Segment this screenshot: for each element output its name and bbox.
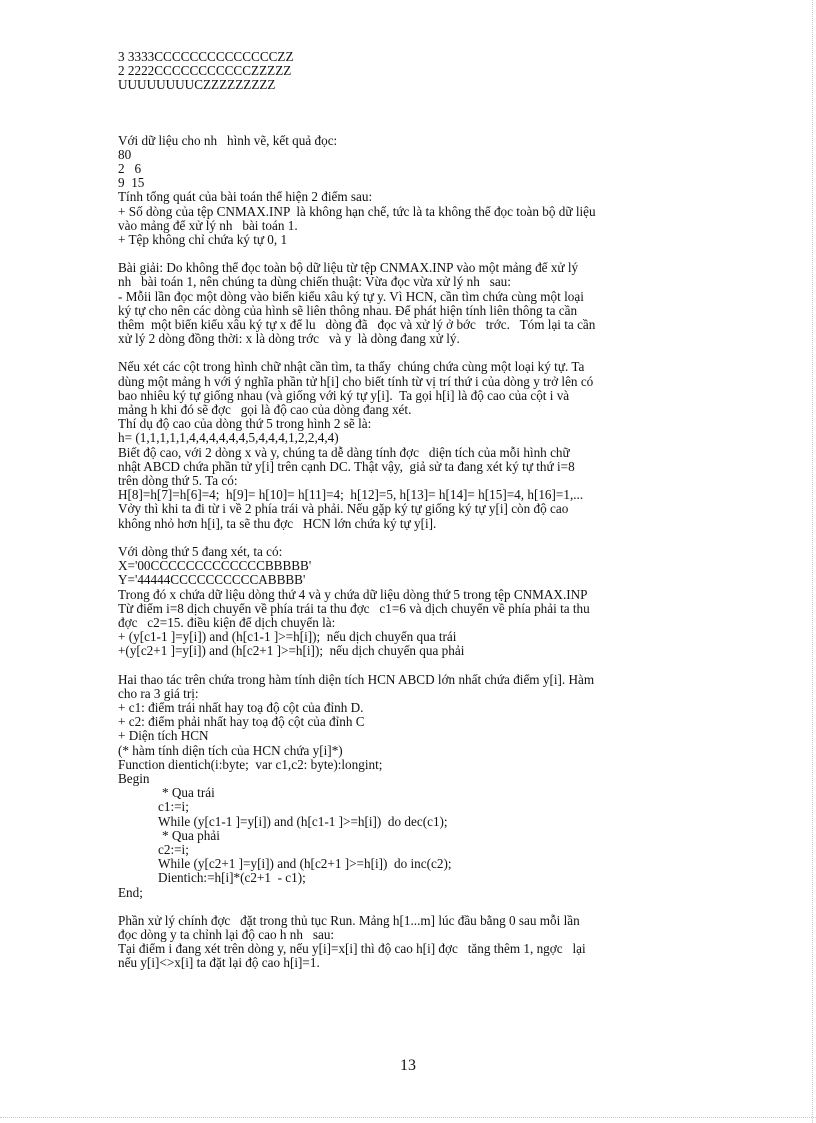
text-line: +(y[c2+1 ]=y[i]) and (h[c2+1 ]>=h[i]); nếu dịch chuyển qua phải [118,643,465,659]
text-line: 9 15 [118,175,145,191]
text-line: Biết độ cao, với 2 dòng x và y, chúng ta dễ dàng tính đợc diện tích của mỗi hình chữ [118,444,570,460]
grid-line: UUUUUUUUCZZZZZZZZZ [118,77,276,93]
grid-line: 3 3333CCCCCCCCCCCCCCZZ [118,49,294,64]
code-line: Begin [118,770,150,786]
text-line: ký tự cho nên các dòng của hình sẽ liên thông nhau. Để phát hiện tính liên thông ta cần [118,302,578,318]
text-line: Với dữ liệu cho nh hình vẽ, kết quả đọc: [118,132,338,148]
text-line: 80 [118,146,132,162]
text-line: Hai thao tác trên chứa trong hàm tính diện tích HCN ABCD lớn nhất chứa điểm y[i]. Hàm [118,671,595,687]
text-line: Vởy thì khi ta đi từ i về 2 phía trái và phải. Nếu gặp ký tự giống ký tự y[i] còn độ cao [118,501,569,517]
text-line: 2 6 [118,161,142,177]
page-right-border [812,0,813,1123]
code-line: * Qua phải [162,827,220,843]
page-number: 13 [400,1057,416,1074]
text-line: trên dòng thứ 5. Ta có: [118,473,238,489]
document-body [118,50,703,971]
text-line: + Số dòng của tệp CNMAX.INP là không hạn chế, tức là ta không thể đọc toàn bộ dữ liệu [118,203,596,219]
code-line: End; [118,884,143,900]
code-line: While (y[c1-1 ]=y[i]) and (h[c1-1 ]>=h[i]) do dec(c1); [158,813,448,829]
text-line: Phần xử lý chính đợc đặt trong thủ tục Run. Mảng h[1...m] lúc đầu bằng 0 sau mỗi lần [118,912,580,928]
text-line: dùng một mảng h với ý nghĩa phần tử h[i] cho biết tính từ vị trí thứ i của dòng y trở lên có [118,373,594,389]
text-line: + Diện tích HCN [118,728,209,744]
text-line: (* hàm tính diện tích của HCN chứa y[i]*) [118,742,343,758]
text-line: nh bài toán 1, nên chúng ta dùng chiến thuật: Vừa đọc vừa xử lý nh sau: [118,274,511,290]
text-line: nhật ABCD chứa phần tử y[i] trên cạnh DC. Thật vậy, giả sử ta đang xét ký tự thứ i=8 [118,458,575,474]
text-line: + c2: điểm phải nhất hay toạ độ cột của đỉnh C [118,714,365,730]
text-line: - Mỗii lần đọc một dòng vào biến kiểu xâu ký tự y. Vì HCN, cần tìm chứa cùng một loại [118,288,584,304]
text-line: Nếu xét các cột trong hình chữ nhật cần tìm, ta thấy chúng chứa cùng một loại ký tự. Ta [118,359,585,375]
text-line: mảng h khi đó sẽ đợc gọi là độ cao của dòng đang xét. [118,402,412,418]
text-line: không nhỏ hơn h[i], ta sẽ thu đợc HCN lớn chứa ký tự y[i]. [118,515,437,531]
text-line: X='00CCCCCCCCCCCCCBBBBB' [118,558,312,574]
text-line: Với dòng thứ 5 đang xét, ta có: [118,543,283,559]
text-line: Tại điểm i đang xét trên dòng y, nếu y[i]=x[i] thì độ cao h[i] đợc tăng thêm 1, ngợc lại [118,941,586,957]
text-line: h= (1,1,1,1,1,4,4,4,4,4,4,5,4,4,4,1,2,2,4,4) [118,430,339,446]
code-line: While (y[c2+1 ]=y[i]) and (h[c2+1 ]>=h[i]) do inc(c2); [158,856,452,872]
code-line: Dientich:=h[i]*(c2+1 - c1); [158,870,306,886]
text-line: Bài giải: Do không thể đọc toàn bộ dữ liệu từ tệp CNMAX.INP vào một mảng để xử lý [118,260,579,276]
text-line: + c1: điểm trái nhất hay toạ độ cột của đỉnh D. [118,699,364,715]
text-line: Tính tổng quát của bài toán thể hiện 2 điểm sau: [118,189,373,205]
text-line: thêm một biến kiểu xâu ký tự x để lu dòng đã đọc và xử lý ở bớc trớc. Tóm lại ta cần [118,317,596,333]
code-line: * Qua trái [162,785,215,801]
text-line: Trong đó x chứa dữ liệu dòng thứ 4 và y chứa dữ liệu dòng thứ 5 trong tệp CNMAX.INP [118,586,588,602]
text-line: xử lý 2 dòng đồng thời: x là dòng trớc và y là dòng đang xử lý. [118,331,460,347]
code-line: c1:=i; [158,799,189,815]
text-line: vào mảng để xử lý nh bài toán 1. [118,217,298,233]
text-line: đọc dòng y ta chỉnh lại độ cao h nh sau: [118,926,335,942]
grid-line: 2 2222CCCCCCCCCCCZZZZZ [118,63,292,79]
text-line: nếu y[i]<>x[i] ta đặt lại độ cao h[i]=1. [118,955,320,971]
code-line: c2:=i; [158,841,189,857]
text-line: Thí dụ độ cao của dòng thứ 5 trong hình 2 sẽ là: [118,416,372,432]
text-line: + (y[c1-1 ]=y[i]) and (h[c1-1 ]>=h[i]); nếu dịch chuyển qua trái [118,629,457,645]
text-line: + Tệp không chỉ chứa ký tự 0, 1 [118,232,288,248]
text-line: đợc c2=15. điều kiện để dịch chuyển là: [118,614,336,630]
code-line: Function dientich(i:byte; var c1,c2: byte):longint; [118,756,383,772]
text-line: Y='44444CCCCCCCCCCABBBB' [118,572,306,588]
text-line: bao nhiêu ký tự giống nhau (và giống với ký tự y[i]. Ta gọi h[i] là độ cao của cột i và [118,387,570,403]
text-line: H[8]=h[7]=h[6]=4; h[9]= h[10]= h[11]=4; h[12]=5, h[13]= h[14]= h[15]=4, h[16]=1,... [118,487,584,503]
page-bottom-border [0,1117,816,1118]
text-line: Từ điểm i=8 dịch chuyển về phía trái ta thu đợc c1=6 và dịch chuyển về phía phải ta thu [118,600,590,616]
text-line: cho ra 3 giá trị: [118,685,199,701]
